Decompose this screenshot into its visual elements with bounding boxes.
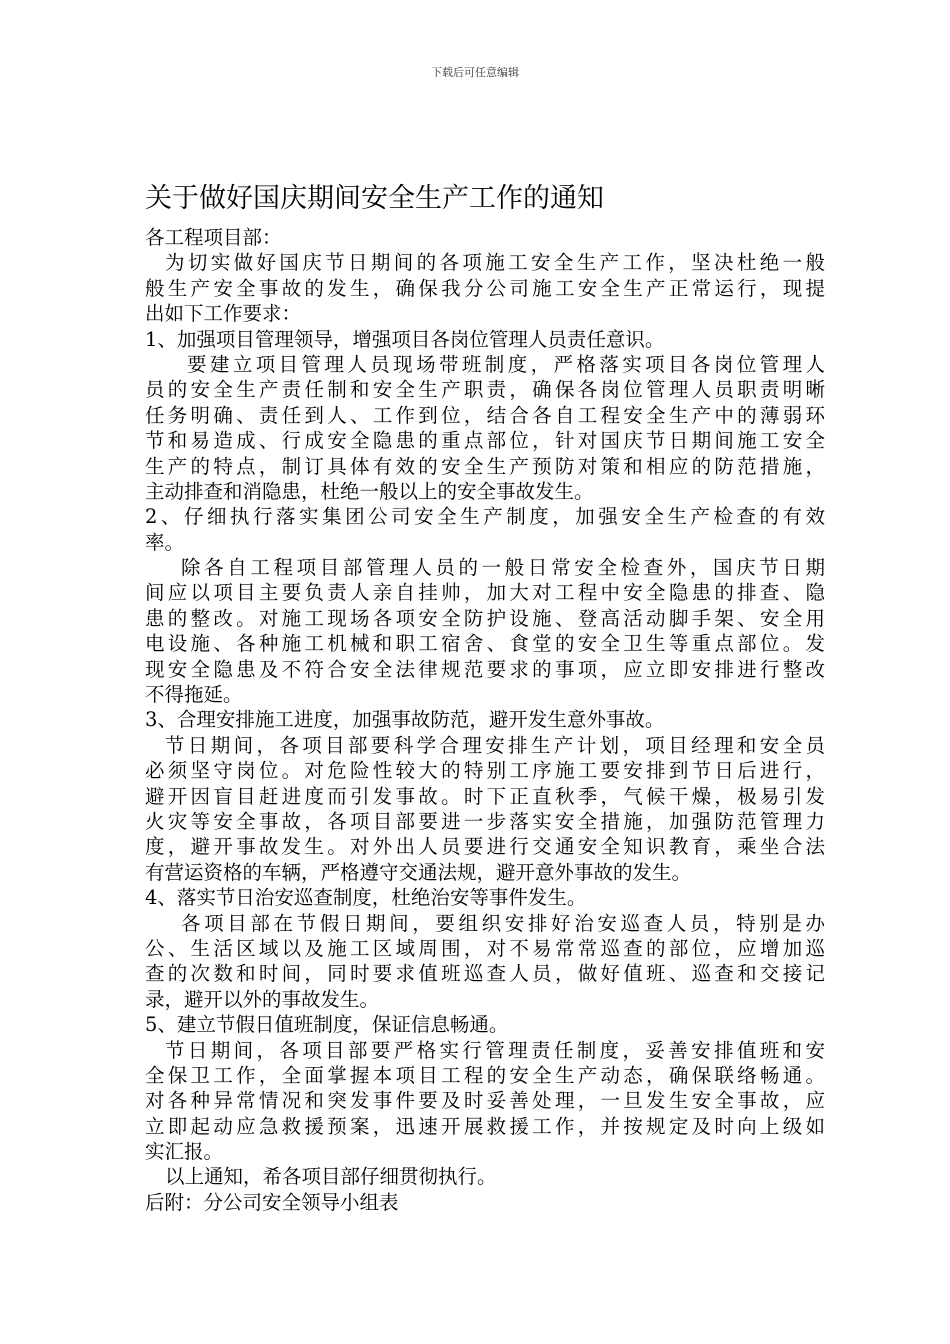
body-line: 2、仔细执行落实集团公司安全生产制度，加强安全生产检查的有效 — [145, 505, 825, 529]
body-line: 间应以项目主要负责人亲自挂帅，加大对工程中安全隐患的排查、隐 — [145, 581, 825, 605]
body-line: 3、合理安排施工进度，加强事故防范，避开发生意外事故。 — [145, 708, 665, 732]
body-line: 节日期间，各项目部要严格实行管理责任制度，妥善安排值班和安 — [165, 1038, 825, 1062]
page-header-note: 下载后可任意编辑 — [431, 66, 519, 79]
body-line: 节日期间，各项目部要科学合理安排生产计划，项目经理和安全员 — [165, 733, 825, 757]
body-line: 火灾等安全事故，各项目部要进一步落实安全措施，加强防范管理力 — [145, 809, 825, 833]
body-line: 以上通知，希各项目部仔细贯彻执行。 — [165, 1165, 497, 1189]
document-body — [145, 225, 825, 1215]
body-line: 生产的特点，制订具体有效的安全生产预防对策和相应的防范措施， — [145, 454, 825, 478]
body-line: 公、生活区域以及施工区域周围，对不易常常巡查的部位，应增加巡 — [145, 936, 825, 960]
body-line: 后附：分公司安全领导小组表 — [145, 1190, 399, 1214]
body-line: 任务明确、责任到人、工作到位，结合各自工程安全生产中的薄弱环 — [145, 403, 825, 427]
body-line: 必须坚守岗位。对危险性较大的特别工序施工要安排到节日后进行， — [145, 759, 825, 783]
body-line: 查的次数和时间，同时要求值班巡查人员，做好值班、巡查和交接记 — [145, 962, 825, 986]
body-line: 出如下工作要求： — [145, 302, 302, 326]
body-line: 主动排查和消隐患，杜绝一般以上的安全事故发生。 — [145, 479, 594, 503]
body-line: 立即起动应急救援预案，迅速开展救援工作，并按规定及时向上级如 — [145, 1114, 825, 1138]
body-line: 电设施、各种施工机械和职工宿舍、食堂的安全卫生等重点部位。发 — [145, 632, 825, 656]
body-line: 实汇报。 — [145, 1140, 224, 1164]
body-line: 除各自工程项目部管理人员的一般日常安全检查外，国庆节日期 — [181, 556, 825, 580]
body-line: 度，避开事故发生。对外出人员要进行交通安全知识教育，乘坐合法 — [145, 835, 825, 859]
body-line: 录，避开以外的事故发生。 — [145, 987, 380, 1011]
body-line: 员的安全生产责任制和安全生产职责，确保各岗位管理人员职责明晰 — [145, 378, 825, 402]
body-line: 要建立项目管理人员现场带班制度，严格落实项目各岗位管理人 — [187, 352, 825, 376]
body-line: 各项目部在节假日期间，要组织安排好治安巡查人员，特别是办 — [181, 911, 825, 935]
body-line: 4、落实节日治安巡查制度，杜绝治安等事件发生。 — [145, 886, 587, 910]
body-line: 1、加强项目管理领导，增强项目各岗位管理人员责任意识。 — [145, 327, 665, 351]
body-line: 5、建立节假日值班制度，保证信息畅通。 — [145, 1013, 509, 1037]
body-line: 避开因盲目赶进度而引发事故。时下正直秋季，气候干燥，极易引发 — [145, 784, 825, 808]
body-line: 患的整改。对施工现场各项安全防护设施、登高活动脚手架、安全用 — [145, 606, 825, 630]
body-line: 率。 — [145, 530, 185, 554]
body-line: 般生产安全事故的发生，确保我分公司施工安全生产正常运行，现提 — [145, 276, 825, 300]
body-line: 全保卫工作，全面掌握本项目工程的安全生产动态，确保联络畅通。 — [145, 1063, 825, 1087]
body-line: 对各种异常情况和突发事件要及时妥善处理，一旦发生安全事故，应 — [145, 1089, 825, 1113]
body-line: 各工程项目部： — [145, 226, 282, 249]
document-title: 关于做好国庆期间安全生产工作的通知 — [145, 183, 604, 214]
body-line: 现安全隐患及不符合安全法律规范要求的事项，应立即安排进行整改 — [145, 657, 825, 681]
body-line: 不得拖延。 — [145, 683, 243, 707]
body-line: 为切实做好国庆节日期间的各项施工安全生产工作，坚决杜绝一般 — [165, 251, 825, 275]
body-line: 节和易造成、行成安全隐患的重点部位，针对国庆节日期间施工安全 — [145, 429, 825, 453]
body-line: 有营运资格的车辆，严格遵守交通法规，避开意外事故的发生。 — [145, 860, 692, 884]
